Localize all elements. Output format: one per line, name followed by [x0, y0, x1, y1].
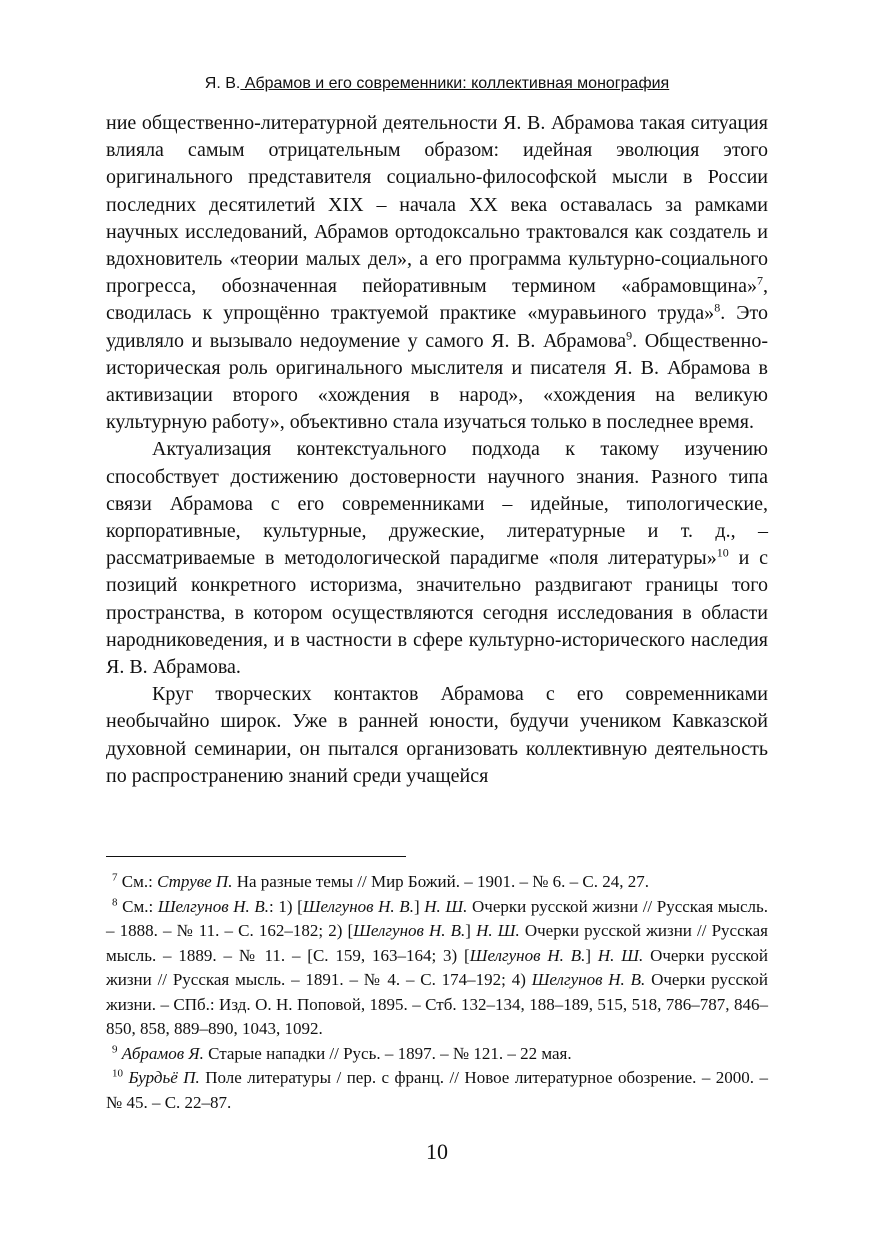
italic-author: Струве П.	[157, 872, 233, 891]
text-run: и с позиций конкретного историзма, значительно раздвигают границы того пространства, в котором осуществляются сегодня исследования в области народниковедения, и в частности в сфере культурно-исторического наследия Я. В. Абрамова.	[106, 547, 768, 679]
footnote-ref: 8	[714, 300, 721, 315]
text-run: , сводилась к упрощённо трактуемой практике «муравьиного труда»	[106, 275, 768, 325]
footnote-divider	[106, 856, 406, 857]
footnote-number: 9	[112, 1042, 118, 1055]
text-run: См.:	[117, 872, 158, 891]
running-head-title: Абрамов и его современники: коллективная монография	[240, 75, 670, 92]
text-run: Очерки русской жизни // Русская мысль. – 1891. – № 4. – С. 174–192; 4)	[106, 945, 768, 989]
footnote	[106, 895, 768, 1042]
footnotes	[106, 870, 768, 1115]
italic-author: Шелгунов Н. В.	[353, 921, 466, 940]
text-run: Круг творческих контактов Абрамова с его современниками необычайно широк. Уже в ранней юности, будучи учеником Кавказской духовной семинарии, он пытался организовать коллективную деятельность по распространению знаний среди учащейся	[106, 683, 768, 787]
page-number: 10	[426, 1139, 448, 1164]
text-run: Поле литературы / пер. с франц. // Новое литературное обозрение. – 2000. – № 45. – С. 22–87.	[106, 1068, 769, 1112]
paragraph	[106, 681, 768, 790]
paragraph	[106, 436, 768, 681]
italic-author: Н. Ш.	[597, 945, 644, 965]
text-run: На разные темы // Мир Божий. – 1901. – № 6. – С. 24, 27.	[232, 872, 650, 891]
text-run: . Это удивляло и вызывало недоумение у самого Я. В. Абрамова	[106, 302, 768, 352]
footnote-number: 10	[112, 1067, 123, 1080]
text-run: Очерки русской жизни // Русская мысль. – 1888. – № 11. – С. 162–182; 2) [	[106, 896, 769, 940]
text-run: ]	[413, 896, 425, 916]
italic-author: Бурдьё П.	[128, 1068, 200, 1087]
text-run: ]	[585, 945, 598, 965]
italic-author: Шелгунов Н. В.	[157, 896, 269, 916]
text-run: См.:	[117, 896, 158, 916]
italic-author: Абрамов Я.	[121, 1043, 204, 1063]
running-head	[100, 74, 774, 94]
footnote-ref: 9	[626, 327, 633, 342]
footnote-number: 8	[112, 895, 118, 908]
running-head-author: Я. В.	[204, 75, 241, 92]
text-run: Актуализация контекстуального подхода к такому изучению способствует достижению достоверности научного знания. Разного типа связи Абрамова с его современниками – идейные, типологические, корпоративные, культурные, дружеские, литературные и т. д., – рассматриваемые в методологической парадигме «поля литературы»	[106, 438, 768, 570]
footnote-number: 7	[112, 871, 118, 884]
main-text	[106, 110, 768, 790]
text-run: Очерки русской жизни. – СПб.: Изд. О. Н. Поповой, 1895. – Стб. 132–134, 188–189, 515, 518, 786–787, 846–850, 858, 889–890, 1043, 1092.	[106, 970, 768, 1038]
footnote	[106, 870, 768, 895]
text-run: Очерки русской жизни // Русская мысль. – 1889. – № 11. – [С. 159, 163–164; 3) [	[106, 921, 768, 965]
text-run: . Общественно-историческая роль оригинального мыслителя и писателя Я. В. Абрамова в активизации второго «хождения в народ», «хождения на великую культурную работу», объективно стала изучаться только в последнее время.	[106, 329, 769, 434]
text-run: Старые нападки // Русь. – 1897. – № 121. – 22 мая.	[203, 1043, 572, 1063]
italic-author: Шелгунов Н. В.	[469, 945, 586, 965]
italic-author: Шелгунов Н. В.	[302, 896, 414, 916]
text-run: : 1) [	[268, 896, 303, 916]
italic-author: Н. Ш.	[424, 896, 468, 916]
italic-author: Шелгунов Н. В.	[531, 970, 646, 989]
text-run: ние общественно-литературной деятельности Я. В. Абрамова такая ситуация влияла самым отрицательным образом: идейная эволюция этого оригинального представителя социально-философской мысли в России последних десятилетий XIX – начала XX века оставалась за рамками научных исследований, Абрамов ортодоксально трактовался как создатель и вдохновитель «теории малых дел», а его программа культурно-социального прогресса, обозначенная пейоративным термином «абрамовщина»	[106, 112, 768, 298]
footnote	[106, 1066, 768, 1115]
footnote	[106, 1042, 768, 1067]
paragraph	[106, 110, 768, 436]
text-run: ]	[465, 921, 477, 940]
footnote-ref: 7	[757, 273, 763, 288]
italic-author: Н. Ш.	[476, 921, 520, 940]
footnote-ref: 10	[716, 545, 729, 560]
